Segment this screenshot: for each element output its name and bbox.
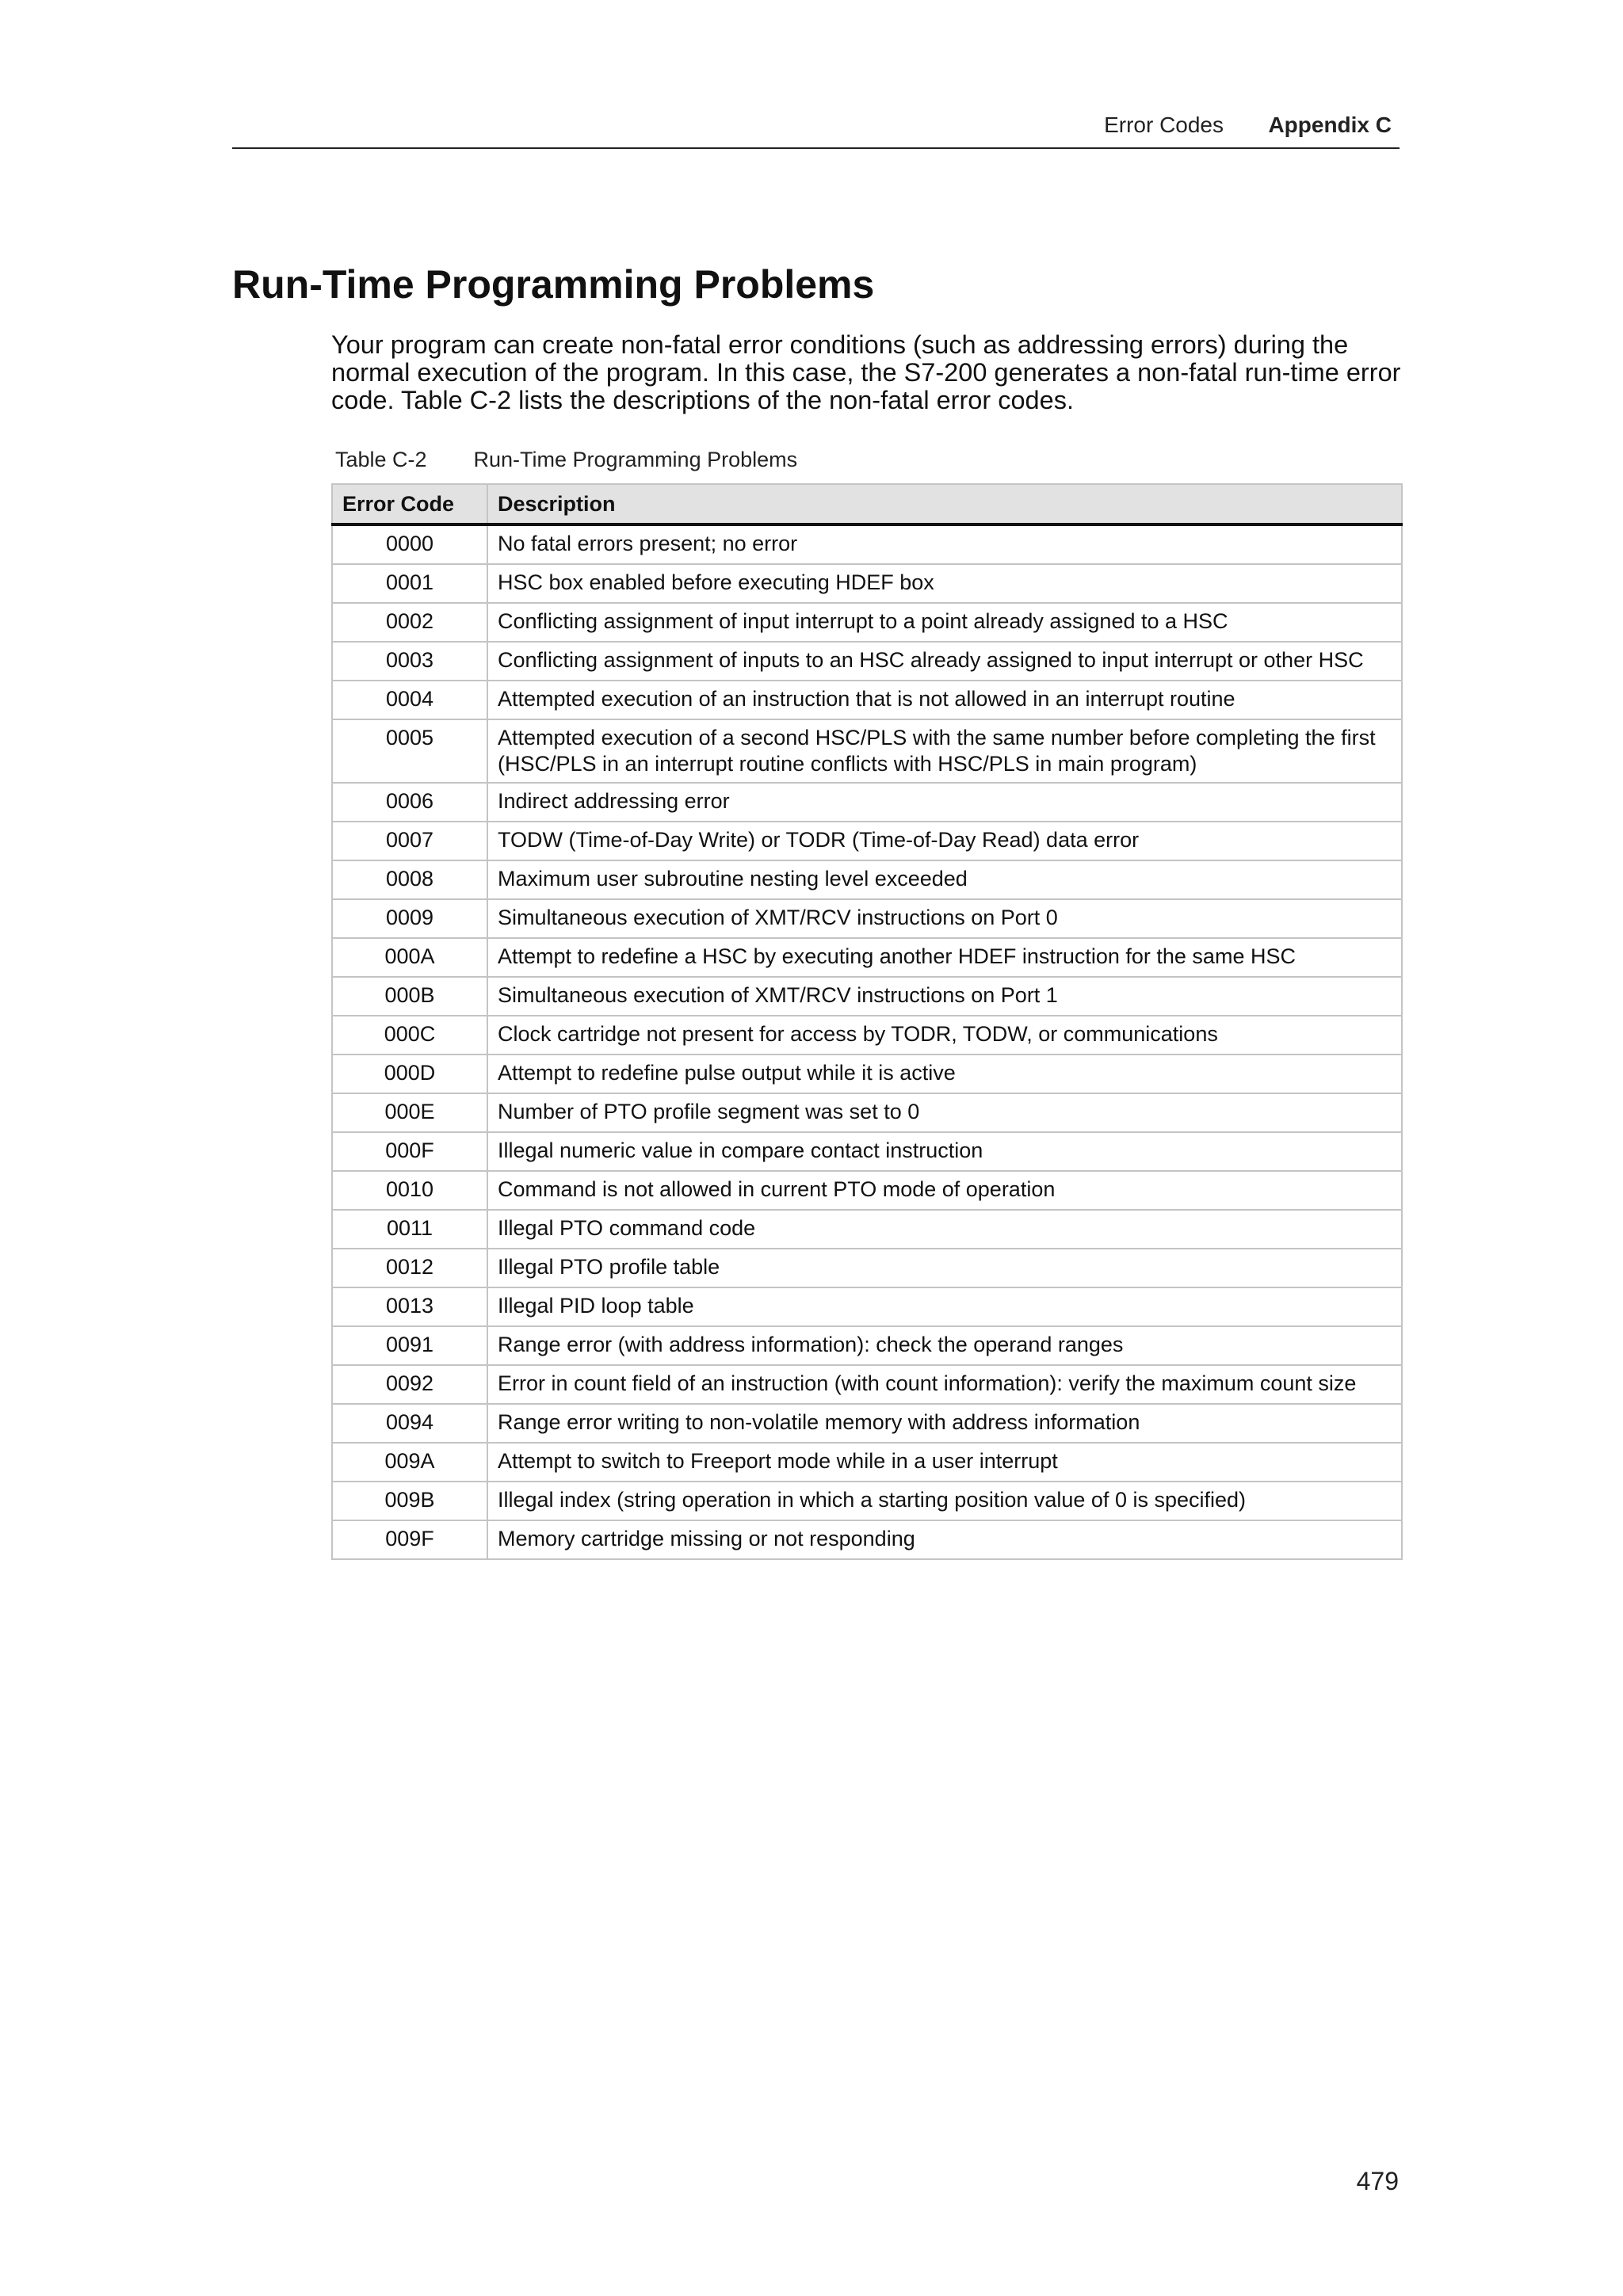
table-row <box>332 642 1402 681</box>
error-code-cell: 0005 <box>332 719 487 783</box>
table-caption <box>335 448 797 472</box>
error-code-cell: 0008 <box>332 860 487 899</box>
page-number: 479 <box>1356 2167 1399 2195</box>
table-row <box>332 1171 1402 1210</box>
description-cell: Illegal PTO profile table <box>487 1249 1402 1287</box>
description-cell: Attempt to redefine a HSC by executing another HDEF instruction for the same HSC <box>487 938 1402 977</box>
table-row <box>332 1055 1402 1093</box>
error-code-cell: 0092 <box>332 1365 487 1404</box>
error-code-cell: 009A <box>332 1443 487 1482</box>
error-code-table <box>331 483 1403 1560</box>
error-code-cell: 0010 <box>332 1171 487 1210</box>
table-row <box>332 1287 1402 1326</box>
error-code-cell: 0004 <box>332 681 487 719</box>
description-cell: Attempted execution of a second HSC/PLS with the same number before completing the first (HSC/PLS in an interrupt routine conflicts with HSC/PLS in main program) <box>487 719 1402 783</box>
table-row <box>332 1443 1402 1482</box>
description-cell: Illegal PID loop table <box>487 1287 1402 1326</box>
description-cell: Attempted execution of an instruction that is not allowed in an interrupt routine <box>487 681 1402 719</box>
table-row <box>332 1482 1402 1520</box>
error-code-cell: 0001 <box>332 564 487 603</box>
table-row <box>332 1132 1402 1171</box>
error-code-cell: 0002 <box>332 603 487 642</box>
description-cell: HSC box enabled before executing HDEF box <box>487 564 1402 603</box>
error-code-cell: 0007 <box>332 822 487 860</box>
table-row <box>332 1326 1402 1365</box>
table-caption-number: Table C-2 <box>335 448 427 471</box>
error-code-cell: 000B <box>332 977 487 1016</box>
error-code-cell: 000E <box>332 1093 487 1132</box>
description-cell: Maximum user subroutine nesting level exceeded <box>487 860 1402 899</box>
description-cell: Range error writing to non-volatile memory with address information <box>487 1404 1402 1443</box>
description-cell: Illegal numeric value in compare contact instruction <box>487 1132 1402 1171</box>
description-cell: TODW (Time-of-Day Write) or TODR (Time-of-Day Read) data error <box>487 822 1402 860</box>
intro-paragraph: Your program can create non-fatal error conditions (such as addressing errors) during the normal execution of the program. In this case, the S7-200 generates a non-fatal run-time error code. Table C-2 lists the descriptions of the non-fatal error codes. <box>331 330 1401 414</box>
description-cell: Number of PTO profile segment was set to 0 <box>487 1093 1402 1132</box>
section-title: Run-Time Programming Problems <box>232 262 875 307</box>
table-row <box>332 719 1402 783</box>
error-code-cell: 009B <box>332 1482 487 1520</box>
description-cell: Error in count field of an instruction (with count information): verify the maximum count size <box>487 1365 1402 1404</box>
description-cell: Simultaneous execution of XMT/RCV instructions on Port 0 <box>487 899 1402 938</box>
description-cell: Conflicting assignment of input interrupt to a point already assigned to a HSC <box>487 603 1402 642</box>
description-cell: Illegal PTO command code <box>487 1210 1402 1249</box>
description-cell: Simultaneous execution of XMT/RCV instructions on Port 1 <box>487 977 1402 1016</box>
description-cell: Range error (with address information): check the operand ranges <box>487 1326 1402 1365</box>
error-code-cell: 0013 <box>332 1287 487 1326</box>
error-code-cell: 0094 <box>332 1404 487 1443</box>
description-cell: Memory cartridge missing or not responding <box>487 1520 1402 1559</box>
error-code-cell: 0011 <box>332 1210 487 1249</box>
table-row <box>332 564 1402 603</box>
description-cell: No fatal errors present; no error <box>487 524 1402 564</box>
error-code-cell: 000C <box>332 1016 487 1055</box>
table-row <box>332 899 1402 938</box>
error-code-cell: 0006 <box>332 783 487 822</box>
table-row <box>332 1404 1402 1443</box>
column-header-description: Description <box>487 484 1402 524</box>
error-code-cell: 0012 <box>332 1249 487 1287</box>
description-cell: Clock cartridge not present for access by TODR, TODW, or communications <box>487 1016 1402 1055</box>
header-appendix-label: Appendix C <box>1268 113 1392 137</box>
table-row <box>332 977 1402 1016</box>
description-cell: Attempt to redefine pulse output while it is active <box>487 1055 1402 1093</box>
error-code-cell: 009F <box>332 1520 487 1559</box>
table-row <box>332 822 1402 860</box>
table-body <box>332 524 1402 1559</box>
error-code-cell: 000A <box>332 938 487 977</box>
table-row <box>332 1210 1402 1249</box>
column-header-error-code: Error Code <box>332 484 487 524</box>
error-code-cell: 0009 <box>332 899 487 938</box>
table-row <box>332 783 1402 822</box>
table-row <box>332 1016 1402 1055</box>
table-row <box>332 524 1402 564</box>
table-caption-title: Run-Time Programming Problems <box>473 448 798 471</box>
error-code-cell: 000F <box>332 1132 487 1171</box>
table-row <box>332 860 1402 899</box>
error-code-cell: 0000 <box>332 524 487 564</box>
error-code-cell: 0003 <box>332 642 487 681</box>
table-header-row <box>332 484 1402 524</box>
table-row <box>332 938 1402 977</box>
description-cell: Indirect addressing error <box>487 783 1402 822</box>
error-code-cell: 000D <box>332 1055 487 1093</box>
description-cell: Conflicting assignment of inputs to an HSC already assigned to input interrupt or other HSC <box>487 642 1402 681</box>
table-row <box>332 681 1402 719</box>
table-row <box>332 1093 1402 1132</box>
table-row <box>332 1365 1402 1404</box>
table-row <box>332 603 1402 642</box>
description-cell: Attempt to switch to Freeport mode while in a user interrupt <box>487 1443 1402 1482</box>
error-code-cell: 0091 <box>332 1326 487 1365</box>
table-row <box>332 1520 1402 1559</box>
description-cell: Command is not allowed in current PTO mode of operation <box>487 1171 1402 1210</box>
header-section-title: Error Codes <box>1104 113 1224 137</box>
table-row <box>332 1249 1402 1287</box>
description-cell: Illegal index (string operation in which a starting position value of 0 is specified) <box>487 1482 1402 1520</box>
page-header <box>232 111 1400 149</box>
